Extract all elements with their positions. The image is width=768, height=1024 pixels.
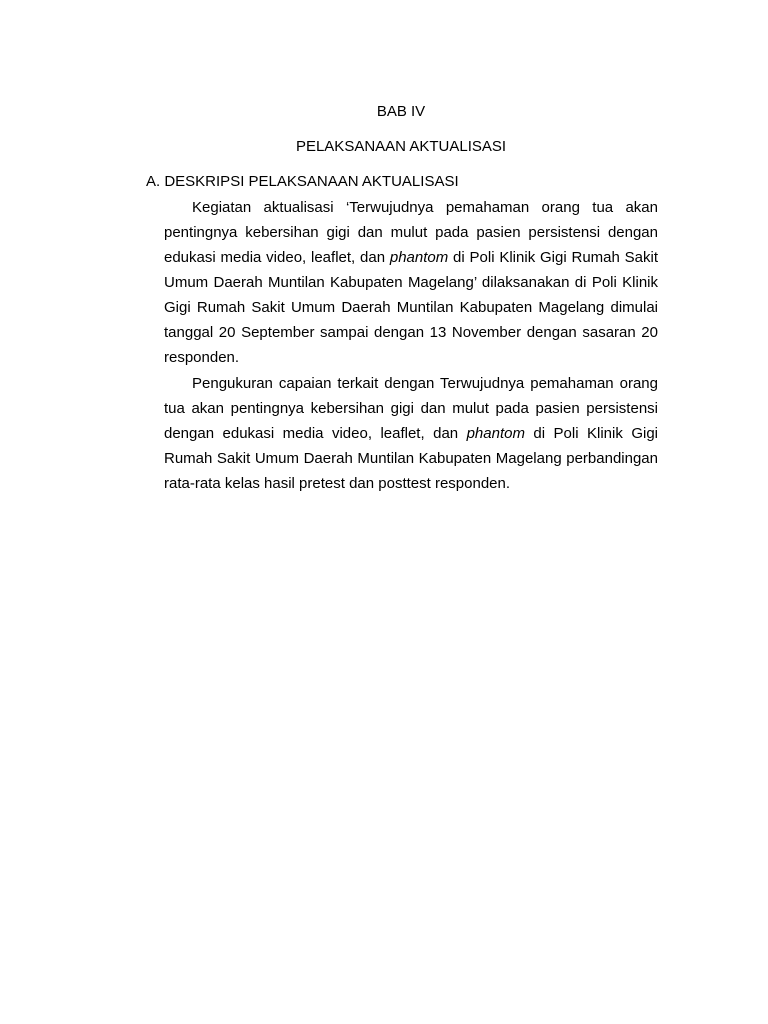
paragraph-2-text-start: Pengukuran capaian terkait dengan Terwujudnya pemahaman orang tua akan pentingnya kebersihan gigi dan mulut pada pasien persistensi dengan edukasi media video, leaflet, dan xyxy=(164,375,658,442)
paragraph-1-text-end: di Poli Klinik Gigi Rumah Sakit Umum Daerah Muntilan Kabupaten Magelang’ dilaksanakan di Poli Klinik Gigi Rumah Sakit Umum Daerah Muntilan Kabupaten Magelang dimulai tanggal 20 September sampai dengan 13 November dengan sasaran 20 responden. xyxy=(164,249,658,366)
paragraph-1 xyxy=(164,195,658,370)
paragraph-2 xyxy=(164,371,658,496)
section-heading: A. DESKRIPSI PELAKSANAAN AKTUALISASI xyxy=(146,173,459,190)
paragraph-2-italic-term: phantom xyxy=(466,425,525,442)
paragraph-1-text-start: Kegiatan aktualisasi ‘Terwujudnya pemahaman orang tua akan pentingnya kebersihan gigi dan mulut pada pasien persistensi dengan edukasi media video, leaflet, dan xyxy=(164,199,658,266)
paragraph-1-italic-term: phantom xyxy=(389,249,449,266)
chapter-number: BAB IV xyxy=(376,103,426,120)
chapter-title: PELAKSANAAN AKTUALISASI xyxy=(295,138,507,155)
paragraph-2-text-end: di Poli Klinik Gigi Rumah Sakit Umum Daerah Muntilan Kabupaten Magelang perbandingan rata-rata kelas hasil pretest dan posttest responden. xyxy=(164,425,658,492)
